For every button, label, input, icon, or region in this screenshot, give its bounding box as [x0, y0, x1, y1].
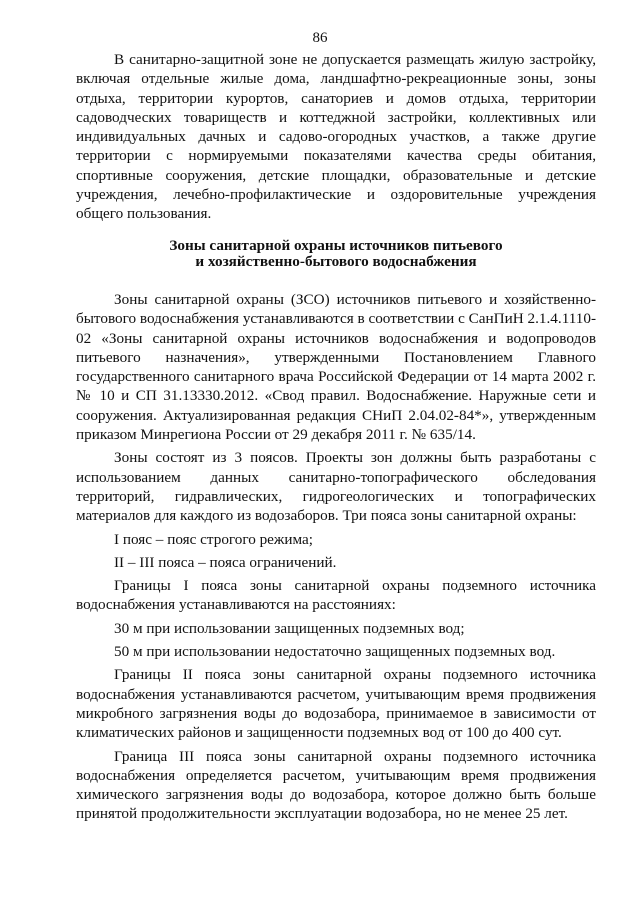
section-heading-line-2: и хозяйственно-бытового водоснабжения [195, 253, 477, 270]
intro-paragraph: В санитарно-защитной зоне не допускается размещать жилую застройку, включая отдельные жилые дома, ландшафтно-рекреационные зоны, зоны отдыха, территории курортов, санаториев и домов отдыха, территории садоводческих товариществ и коттеджной застройки, коллективных или индивидуальных дачных и садово-огородных участков, а также другие территории с нормируемыми показателями качества среды обитания, спортивные сооружения, детские площадки, образовательные и детские учреждения, лечебно-профилактические и оздоровительные учреждения общего пользования. [76, 51, 596, 223]
intro-block [76, 50, 596, 224]
paragraph-belt-3-bounds: Граница III пояса зоны санитарной охраны подземного источника водоснабжения определяется расчетом, учитывающим время продвижения химического загрязнения воды до водозабора, которое должно быть больше принятой продолжительности эксплуатации водозабора, но не менее 25 лет. [76, 747, 596, 823]
paragraph-three-belts: Зоны состоят из 3 поясов. Проекты зон должны быть разработаны с использованием данных санитарно-топографического обследования территорий, гидравлических, гидрогеологических и топографических материалов для каждого из водозаборов. Три пояса зоны санитарной охраны: [76, 449, 596, 525]
section-body [76, 290, 596, 824]
paragraph-zso-basis: Зоны санитарной охраны (ЗСО) источников питьевого и хозяйственно-бытового водоснабжения устанавливаются в соответствии с СанПиН 2.1.4.1110-02 «Зоны санитарной охраны источников водоснабжения и водопроводов питьевого назначения», утвержденными Постановлением Главного государственного санитарного врача Российской Федерации от 14 марта 2002 г. № 10 и СП 31.13330.2012. «Свод правил. Водоснабжение. Наружные сети и сооружения. Актуализированная редакция СНиП 2.04.02-84*», утвержденным приказом Минрегиона России от 29 декабря 2011 г. № 635/14. [76, 291, 596, 444]
list-item-30m: 30 м при использовании защищенных подземных вод; [114, 619, 465, 637]
section-heading [76, 238, 596, 270]
list-item-belt-2-3: II – III пояса – пояса ограничений. [114, 553, 337, 571]
list-item-50m: 50 м при использовании недостаточно защищенных подземных вод. [114, 643, 556, 661]
page-number: 86 [312, 30, 328, 46]
section-heading-line-1: Зоны санитарной охраны источников питьевого [169, 237, 503, 254]
paragraph-belt-2-bounds: Границы II пояса зоны санитарной охраны подземного источника водоснабжения устанавливаются расчетом, учитывающим время продвижения микробного загрязнения воды до водозабора, принимаемое в зависимости от климатических районов и защищенности подземных вод от 100 до 400 сут. [76, 666, 596, 742]
list-item-belt-1: I пояс – пояс строгого режима; [114, 530, 314, 548]
paragraph-belt-1-bounds: Границы I пояса зоны санитарной охраны подземного источника водоснабжения устанавливаются на расстояниях: [76, 577, 596, 614]
